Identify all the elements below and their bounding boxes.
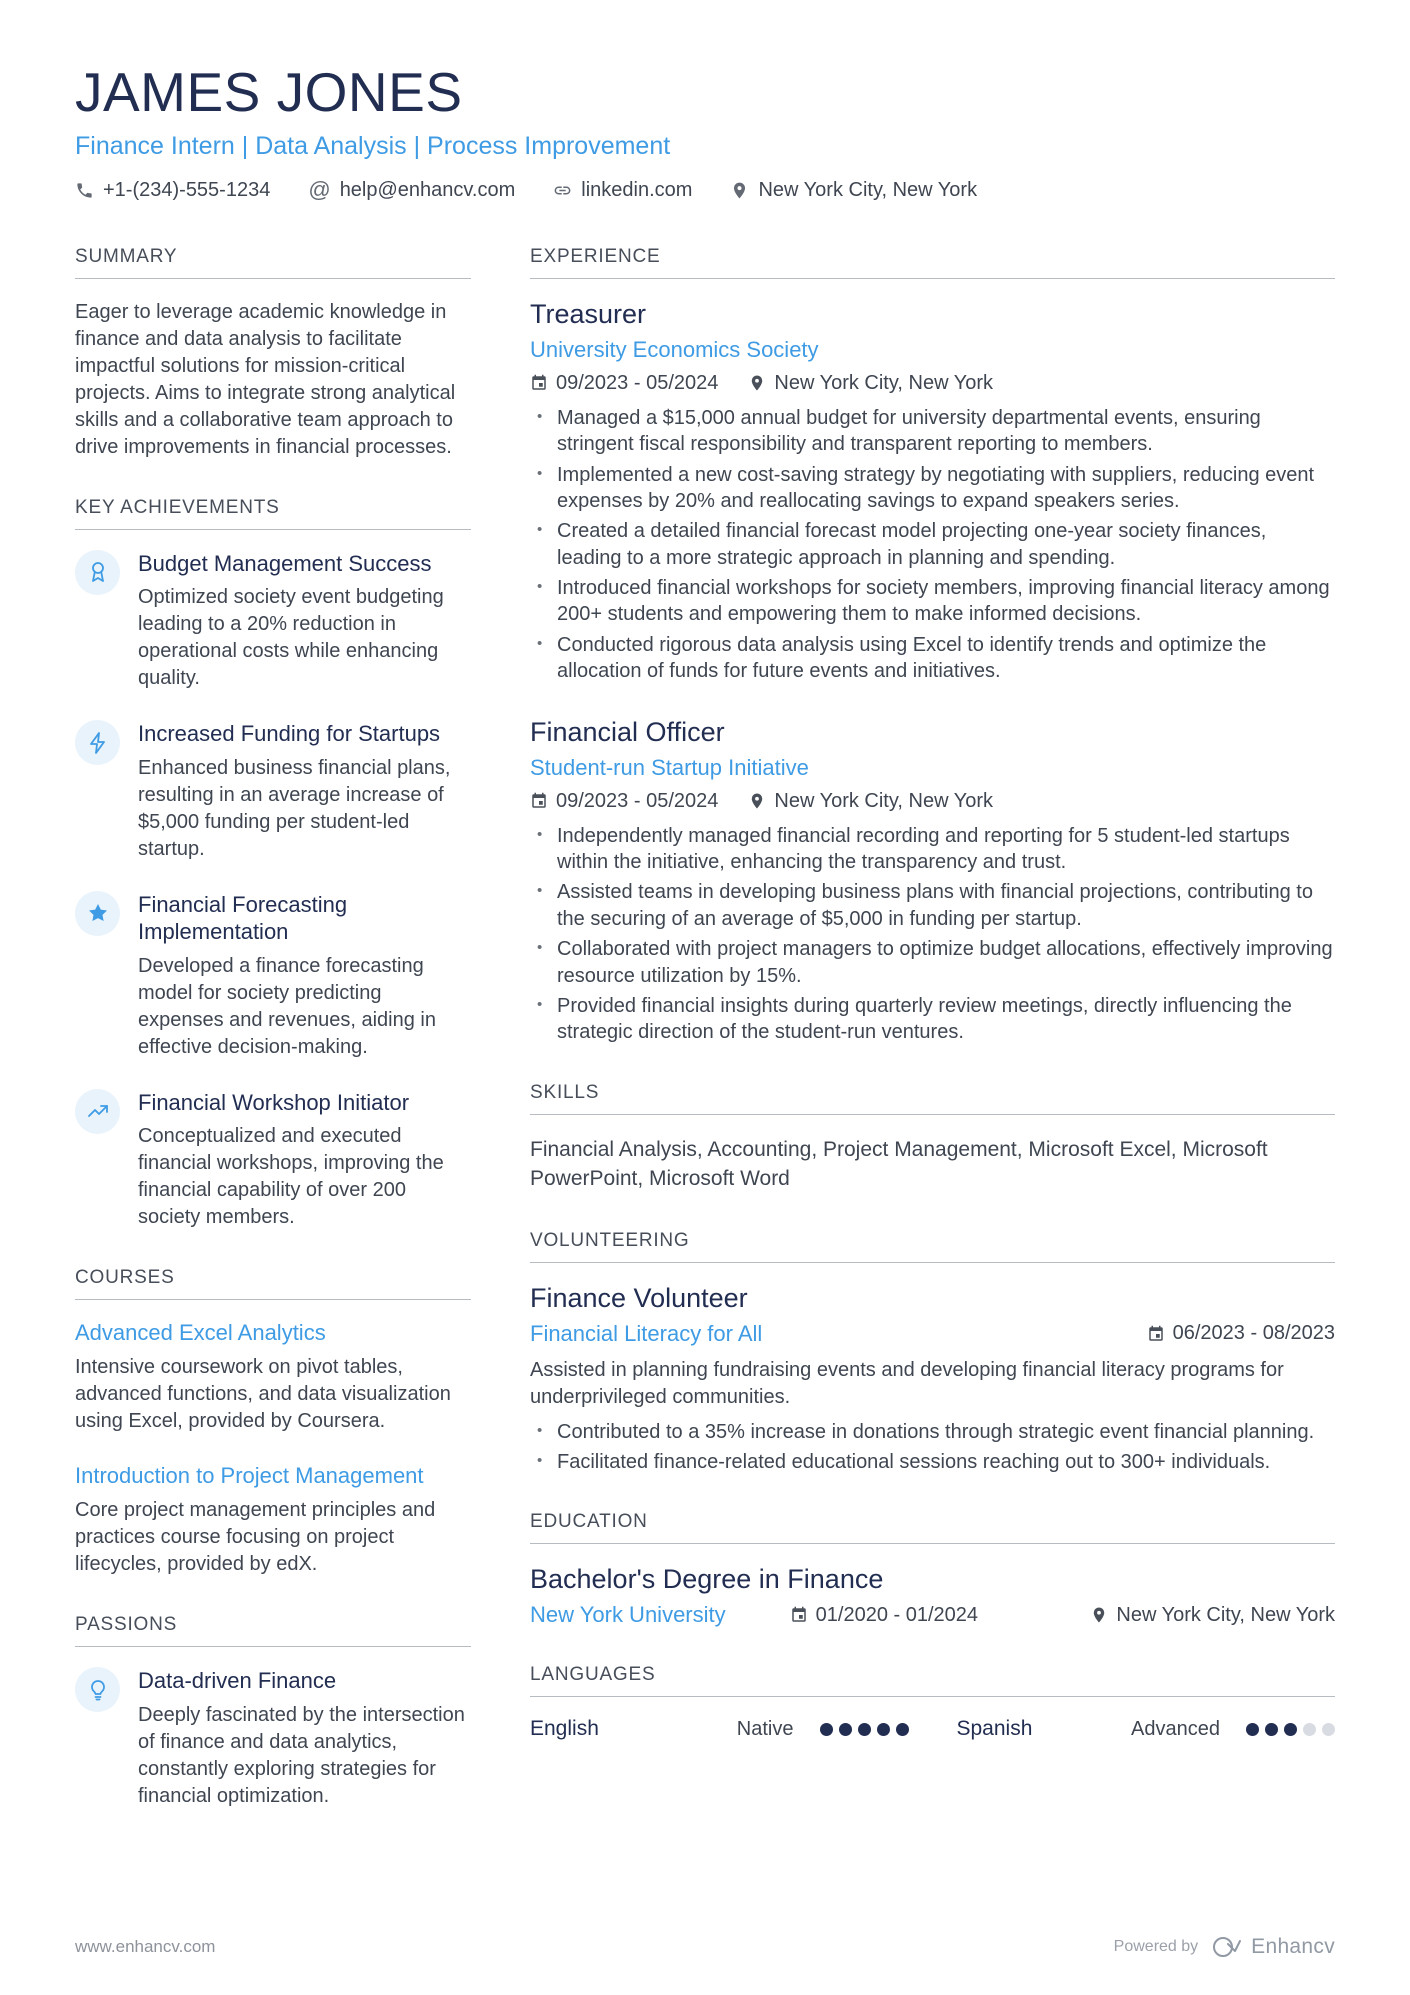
course-title: Introduction to Project Management: [75, 1463, 424, 1489]
bullet-item: • Created a detailed financial forecast model projecting one-year society finances, leading to a more strategic approach in planning and spending.: [530, 518, 1335, 571]
course-item: [75, 1320, 471, 1435]
bullet-item: • Managed a $15,000 annual budget for university departmental events, ensuring stringent fiscal responsibility and transparent reporting to members.: [530, 405, 1335, 458]
section-experience: [530, 246, 1335, 1046]
achievement-body: [138, 1089, 471, 1232]
achievement-text: Optimized society event budgeting leading to a 20% reduction in operational costs while enhancing quality.: [138, 586, 444, 690]
calendar-icon: [530, 374, 548, 392]
rating-dot-filled: [1265, 1723, 1278, 1736]
achievement-text: Developed a finance forecasting model for society predicting expenses and revenues, aiding in effective decision-making.: [138, 954, 436, 1058]
lightning-icon: [75, 720, 120, 765]
lightbulb-icon: [75, 1667, 120, 1712]
achievement-title: Budget Management Success: [138, 550, 432, 576]
candidate-name: JAMES JONES: [75, 61, 463, 123]
calendar-icon: [530, 792, 548, 810]
skills-heading: SKILLS: [530, 1082, 1335, 1115]
job-meta: [530, 790, 1335, 813]
achievement-title: Financial Forecasting Implementation: [138, 891, 348, 945]
summary-heading: SUMMARY: [75, 246, 471, 279]
section-languages: [530, 1664, 1335, 1741]
content-columns: [75, 246, 1335, 1846]
job-bullets: [530, 405, 1335, 685]
achievement-text: Conceptualized and executed financial workshops, improving the financial capability of over 200 society members.: [138, 1125, 444, 1229]
rating-dot-filled: [1284, 1723, 1297, 1736]
volunteer-text: Assisted in planning fundraising events and developing financial literacy programs for underprivileged communities.: [530, 1358, 1284, 1408]
contact-phone[interactable]: [75, 179, 270, 202]
calendar-icon: [1147, 1325, 1165, 1343]
language-level: Native: [736, 1717, 794, 1740]
rating-dot-filled: [1246, 1723, 1259, 1736]
language-level: Advanced: [1131, 1717, 1220, 1740]
course-title: Advanced Excel Analytics: [75, 1320, 326, 1346]
bullet-item: • Independently managed financial recording and reporting for 5 student-led startups within the initiative, enhancing the transparency and trust.: [530, 823, 1335, 876]
volunteer-title: Finance Volunteer: [530, 1282, 748, 1313]
bullet-item: • Provided financial insights during quarterly review meetings, directly influencing the strategic direction of the student-run ventures.: [530, 993, 1335, 1046]
bullet-item: • Implemented a new cost-saving strategy by negotiating with suppliers, reducing event expenses by 20% and reallocating savings to expand speakers series.: [530, 462, 1335, 515]
job-location: [748, 372, 993, 395]
experience-entry: [530, 299, 1335, 685]
star-icon: [75, 891, 120, 936]
achievement-body: [138, 891, 471, 1061]
job-dates-text: 09/2023 - 05/2024: [556, 371, 719, 394]
location-icon: [1090, 1606, 1108, 1624]
languages-heading: LANGUAGES: [530, 1664, 1335, 1697]
section-skills: [530, 1082, 1335, 1194]
achievement-text: Enhanced business financial plans, resulting in an average increase of $5,000 funding per student-led startup.: [138, 756, 451, 860]
job-dates: [530, 372, 718, 395]
header: [75, 61, 1335, 203]
achievement-item: [75, 720, 471, 863]
language-name: Spanish: [956, 1717, 1033, 1741]
trending-up-icon: [75, 1089, 120, 1134]
section-passions: [75, 1614, 471, 1810]
job-location-text: New York City, New York: [774, 789, 993, 812]
passions-heading: PASSIONS: [75, 1614, 471, 1647]
email-icon: @: [308, 177, 331, 203]
achievement-item: [75, 1089, 471, 1232]
location-icon: [748, 792, 766, 810]
job-location: [748, 790, 993, 813]
passion-body: [138, 1667, 471, 1810]
right-column: [530, 246, 1335, 1846]
location-icon: [748, 374, 766, 392]
volunteering-heading: VOLUNTEERING: [530, 1230, 1335, 1263]
passion-text: Deeply fascinated by the intersection of finance and data analytics, constantly exploring strategies for financial optimization.: [138, 1703, 465, 1807]
course-text: Core project management principles and practices course focusing on project lifecycles, provided by edX.: [75, 1499, 436, 1576]
contact-email[interactable]: [308, 179, 515, 202]
link-icon: [553, 181, 572, 200]
phone-number: +1-(234)-555-1234: [103, 178, 271, 201]
language-rating: [820, 1723, 909, 1736]
course-item: [75, 1463, 471, 1578]
course-text: Intensive coursework on pivot tables, advanced functions, and data visualization using Excel, provided by Coursera.: [75, 1356, 451, 1433]
enhancv-logo-icon: [1210, 1935, 1242, 1959]
language-item: [530, 1717, 909, 1741]
contact-row: [75, 179, 1335, 202]
achievement-item: [75, 550, 471, 693]
section-key-achievements: [75, 497, 471, 1232]
contact-location: [730, 179, 977, 202]
education-location-text: New York City, New York: [1116, 1603, 1335, 1626]
language-item: [957, 1717, 1336, 1741]
job-title: Treasurer: [530, 298, 647, 329]
achievement-body: [138, 720, 471, 863]
summary-text: Eager to leverage academic knowledge in finance and data analysis to facilitate impactful solutions for mission-critical projects. Aims to integrate strong analytical skills and a collaborative team approach to drive improvements in financial processes.: [75, 300, 456, 458]
job-title: Financial Officer: [530, 716, 725, 747]
skills-list: Financial Analysis, Accounting, Project Management, Microsoft Excel, Microsoft PowerPoint, Microsoft Word: [530, 1137, 1268, 1191]
education-dates-text: 01/2020 - 01/2024: [815, 1603, 979, 1626]
location-text: New York City, New York: [758, 178, 978, 201]
footer-site-link[interactable]: www.enhancv.com: [75, 1937, 216, 1956]
language-rating: [1246, 1723, 1335, 1736]
bullet-item: • Facilitated finance-related educational sessions reaching out to 300+ individuals.: [530, 1449, 1335, 1475]
degree-title: Bachelor's Degree in Finance: [530, 1564, 884, 1595]
job-company: Student-run Startup Initiative: [530, 754, 809, 780]
bullet-item: • Conducted rigorous data analysis using Excel to identify trends and optimize the allocation of funds for future events and initiatives.: [530, 632, 1335, 685]
language-name: English: [530, 1717, 599, 1741]
job-dates-text: 09/2023 - 05/2024: [556, 789, 719, 812]
enhancv-logo: [1210, 1935, 1335, 1959]
volunteer-bullets: [530, 1419, 1335, 1476]
section-volunteering: [530, 1230, 1335, 1476]
section-education: [530, 1511, 1335, 1628]
rating-dot-filled: [839, 1723, 852, 1736]
education-dates: [790, 1604, 978, 1627]
job-meta: [530, 372, 1335, 395]
volunteer-dates-text: 06/2023 - 08/2023: [1172, 1322, 1335, 1345]
enhancv-brand-text: Enhancv: [1251, 1935, 1335, 1958]
job-company: University Economics Society: [530, 336, 819, 362]
job-bullets: [530, 823, 1335, 1046]
experience-entry: [530, 717, 1335, 1046]
volunteer-meta: [530, 1321, 1335, 1347]
education-meta: [530, 1602, 1335, 1628]
left-column: [75, 246, 471, 1846]
experience-heading: EXPERIENCE: [530, 246, 1335, 279]
school-name: New York University: [530, 1602, 726, 1628]
achievement-title: Financial Workshop Initiator: [138, 1089, 410, 1115]
achievement-title: Increased Funding for Startups: [138, 721, 441, 747]
rating-dot-filled: [820, 1723, 833, 1736]
tagline: Finance Intern | Data Analysis | Process Improvement: [75, 131, 671, 160]
rating-dot-filled: [877, 1723, 890, 1736]
footer: [75, 1935, 1335, 1959]
courses-heading: COURSES: [75, 1267, 471, 1300]
job-location-text: New York City, New York: [774, 371, 993, 394]
volunteer-dates: [1147, 1322, 1335, 1345]
bullet-item: • Assisted teams in developing business plans with financial projections, contributing to the securing of an average of $5,000 in funding per startup.: [530, 879, 1335, 932]
powered-by-label: Powered by: [1113, 1938, 1199, 1955]
award-icon: [75, 550, 120, 595]
rating-dot-empty: [1322, 1723, 1335, 1736]
link-text: linkedin.com: [581, 178, 693, 201]
education-heading: EDUCATION: [530, 1511, 1335, 1544]
passion-title: Data-driven Finance: [138, 1668, 337, 1694]
phone-icon: [75, 181, 94, 200]
contact-link[interactable]: [553, 179, 692, 202]
volunteer-org: Financial Literacy for All: [530, 1320, 763, 1346]
rating-dot-empty: [1303, 1723, 1316, 1736]
email-address: help@enhancv.com: [339, 178, 516, 201]
rating-dot-filled: [858, 1723, 871, 1736]
bullet-item: • Introduced financial workshops for society members, improving financial literacy among 200+ students and empowering them to make informed decisions.: [530, 575, 1335, 628]
languages-grid: [530, 1717, 1335, 1741]
section-courses: [75, 1267, 471, 1578]
achievement-body: [138, 550, 471, 693]
achievements-heading: KEY ACHIEVEMENTS: [75, 497, 471, 530]
rating-dot-filled: [896, 1723, 909, 1736]
bullet-item: • Collaborated with project managers to optimize budget allocations, effectively improving resource utilization by 15%.: [530, 936, 1335, 989]
job-dates: [530, 790, 718, 813]
achievement-item: [75, 891, 471, 1061]
section-summary: [75, 246, 471, 461]
powered-by-group[interactable]: [1114, 1935, 1335, 1959]
education-location: [1090, 1604, 1335, 1627]
passion-item: [75, 1667, 471, 1810]
location-icon: [730, 181, 749, 200]
bullet-item: • Contributed to a 35% increase in donations through strategic event financial planning.: [530, 1419, 1335, 1445]
calendar-icon: [790, 1606, 808, 1624]
